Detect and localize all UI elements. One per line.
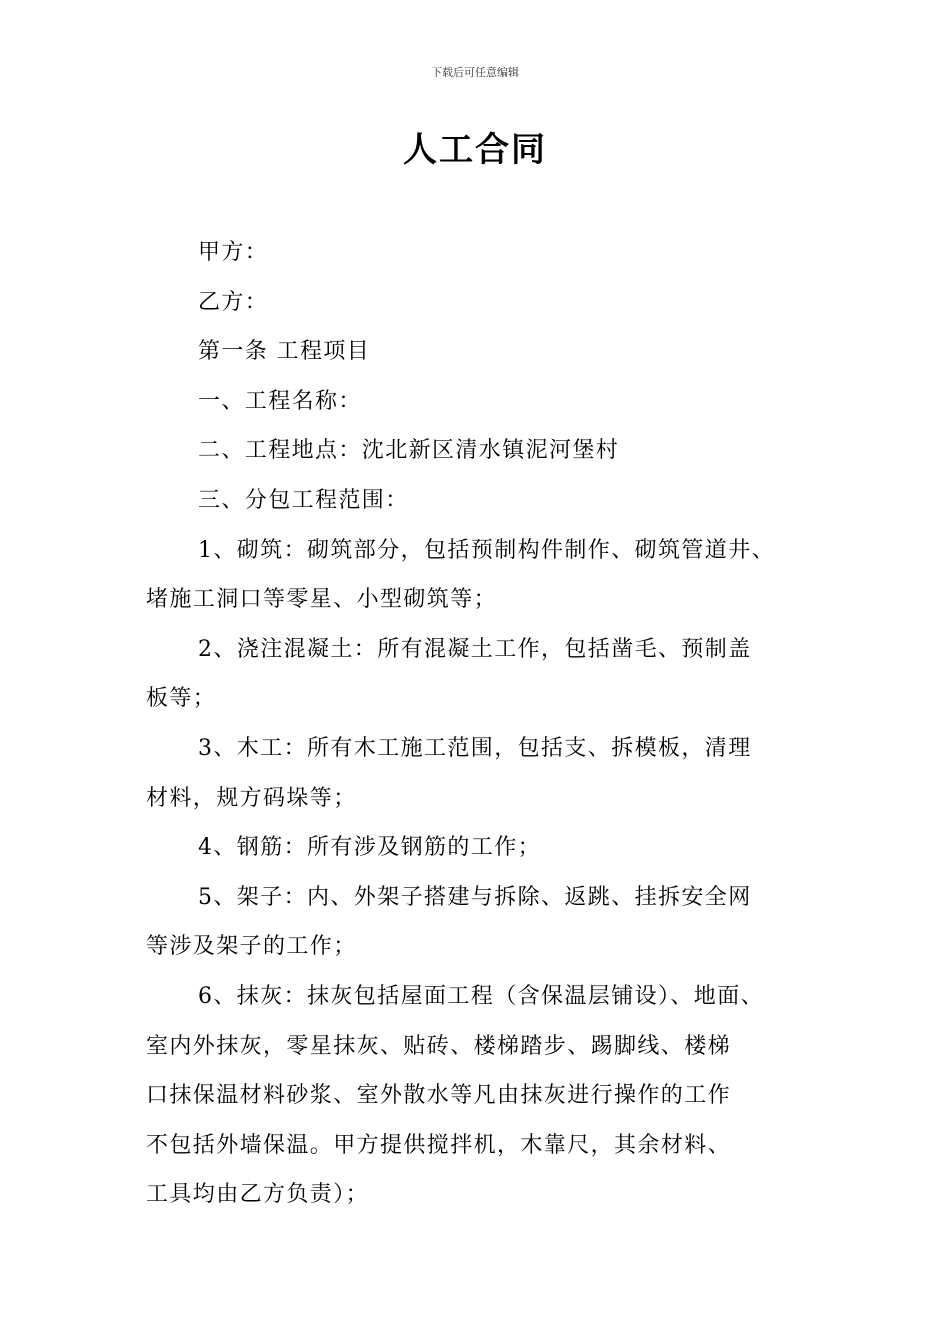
paragraph-concrete xyxy=(146,625,836,724)
paragraph-line: 板等； xyxy=(146,686,217,712)
paragraph-line: 等涉及架子的工作； xyxy=(146,934,357,960)
paragraph-line: 4、钢筋：所有涉及钢筋的工作； xyxy=(198,835,541,861)
document-title: 人工合同 xyxy=(403,130,547,170)
paragraph-line: 第一条 工程项目 xyxy=(198,339,371,365)
header-note: 下载后可任意编辑 xyxy=(431,66,519,79)
paragraph-line: 2、浇注混凝土：所有混凝土工作，包括凿毛、预制盖 xyxy=(198,636,752,662)
paragraph-party-a xyxy=(146,228,836,278)
paragraph-line: 乙方： xyxy=(198,289,269,315)
paragraph-line: 口抹保温材料砂浆、室外散水等凡由抹灰进行操作的工作 xyxy=(146,1083,732,1109)
paragraph-line: 工具均由乙方负责）； xyxy=(146,1182,370,1208)
paragraph-project-name xyxy=(146,377,836,427)
article-one-heading xyxy=(146,327,836,377)
paragraph-scope-heading xyxy=(146,476,836,526)
paragraph-scaffolding xyxy=(146,873,836,972)
paragraph-line: 室内外抹灰，零星抹灰、贴砖、楼梯踏步、踢脚线、楼梯 xyxy=(146,1033,732,1059)
paragraph-line: 1、砌筑：砌筑部分，包括预制构件制作、砌筑管道井、 xyxy=(198,537,775,563)
paragraph-project-location xyxy=(146,426,836,476)
paragraph-line: 不包括外墙保温。甲方提供搅拌机，木靠尺，其余材料、 xyxy=(146,1132,732,1158)
paragraph-line: 材料，规方码垛等； xyxy=(146,785,357,811)
paragraph-line: 3、木工：所有木工施工范围，包括支、拆模板，清理 xyxy=(198,735,752,761)
paragraph-rebar xyxy=(146,823,836,873)
paragraph-masonry xyxy=(146,526,836,625)
paragraph-party-b xyxy=(146,278,836,328)
paragraph-line: 二、工程地点：沈北新区清水镇泥河堡村 xyxy=(198,438,620,464)
paragraph-plastering xyxy=(146,972,836,1220)
paragraph-carpentry xyxy=(146,724,836,823)
paragraph-line: 三、分包工程范围： xyxy=(198,487,409,513)
paragraph-line: 甲方： xyxy=(198,240,269,265)
paragraph-line: 6、抹灰：抹灰包括屋面工程（含保温层铺设）、地面、 xyxy=(198,983,764,1009)
document-body xyxy=(146,228,836,1220)
paragraph-line: 一、工程名称： xyxy=(198,388,362,414)
paragraph-line: 5、架子：内、外架子搭建与拆除、返跳、挂拆安全网 xyxy=(198,884,752,910)
paragraph-line: 堵施工洞口等零星、小型砌筑等； xyxy=(146,587,498,613)
